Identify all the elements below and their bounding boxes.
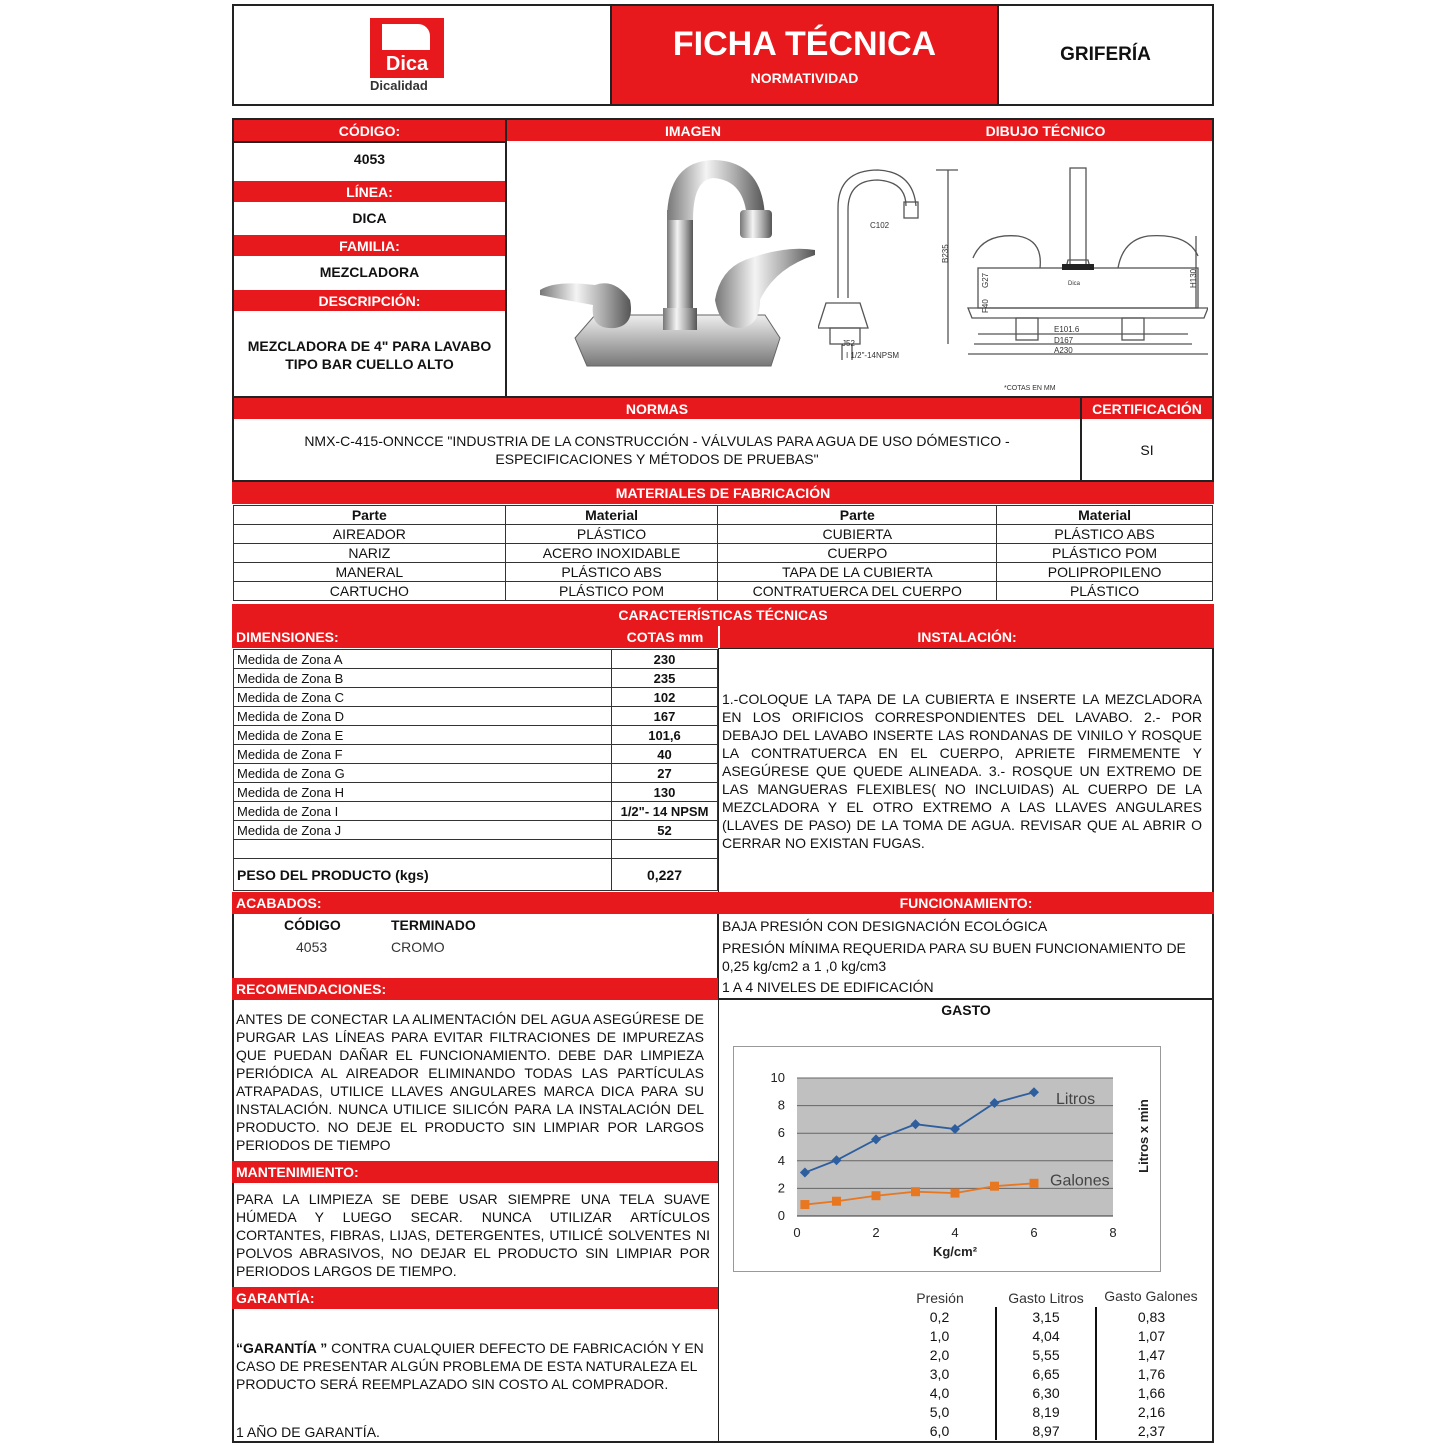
data-point [872, 1191, 881, 1200]
gasto-cell: 6,65 [996, 1364, 1096, 1383]
data-point [990, 1182, 999, 1191]
y-tick-label: 2 [777, 1180, 785, 1196]
gasto-cell: 5,0 [929, 1403, 950, 1420]
acabados-terminado: CROMO [391, 939, 445, 955]
dim-label: Medida de Zona H [234, 783, 612, 802]
garantia-body: CONTRA CUALQUIER DEFECTO DE FABRICACIÓN Y EN CASO DE PRESENTAR ALGÚN PROBLEMA DE ESTA NATURALEZA EL PRODUCTO SERÁ REEMPLAZADO SIN COSTO AL COMPRADOR. [236, 1340, 704, 1392]
gasto-cell: 8,19 [996, 1402, 1096, 1421]
logo-tagline: Dicalidad [370, 78, 428, 93]
gasto-cell: 1,07 [1137, 1327, 1166, 1344]
normas-text: NMX-C-415-ONNCCE "INDUSTRIA DE LA CONSTRUCCIÓN - VÁLVULAS PARA AGUA DE USO DÓMESTICO - ESPECIFICACIONES Y MÉTODOS DE PRUEBAS" [304, 433, 1010, 467]
table-row [884, 1307, 1206, 1326]
funcionamiento-line2: PRESIÓN MÍNIMA REQUERIDA PARA SU BUEN FUNCIONAMIENTO DE 0,25 kg/cm2 a 1 ,0 kg/cm3 [722, 940, 1186, 974]
mat-cell: CUBIERTA [718, 525, 997, 544]
dimensiones-table [233, 649, 718, 891]
drawing-label-b: B235 [941, 244, 950, 263]
drawing-brand: Dica [1068, 281, 1081, 287]
cert-value: SI [1140, 442, 1154, 458]
gasto-cell: 0,2 [929, 1308, 950, 1325]
mantenimiento-text: PARA LA LIMPIEZA SE DEBE USAR SIEMPRE UNA TELA SUAVE HÚMEDA Y LUEGO SECAR. NUNCA UTILIZAR ARTÍCULOS CORTANTES, FIBRAS, LIJAS, DETERGENTES, UTILICÉ SOLVENTES NI POLVOS ABRASIVOS, NO DEJAR EL PRODUCTO SIN LIMPIAR POR PERIODOS LARGOS DE TIEMPO. [236, 1191, 710, 1279]
mat-cell: TAPA DE LA CUBIERTA [718, 563, 997, 582]
data-point [1030, 1179, 1039, 1188]
recomendaciones-text: ANTES DE CONECTAR LA ALIMENTACIÓN DEL AGUA ASEGÚRESE DE PURGAR LAS LÍNEAS PARA EVITAR FILTRACIONES DE IMPUREZAS QUE PUEDAN DAÑAR EL FUNCIONAMIENTO. DEBE DAR LIMPIEZA PERIÓDICA AL AIREADOR ELIMINANDO TODAS LAS PARTÍCULAS ATRAPADAS, UTILICE LLAVES ANGULARES MARCA DICA PARA SU INSTALACIÓN. NUNCA UTILICE SILICÓN PARA LA INSTALACIÓN DEL PRODUCTO. NO DEJE EL PRODUCTO SIN LIMPIAR POR LARGOS PERIODOS DE TIEMPO [236, 1011, 704, 1153]
dim-label: Medida de Zona I [234, 802, 612, 821]
descripcion-label: DESCRIPCIÓN: [234, 290, 505, 311]
funcionamiento-line1: BAJA PRESIÓN CON DESIGNACIÓN ECOLÓGICA [722, 918, 1048, 934]
gasto-header: Gasto Galones [1104, 1288, 1198, 1304]
dim-value: 101,6 [612, 726, 718, 745]
normas-label: NORMAS [234, 398, 1080, 419]
instalacion-label: INSTALACIÓN: [720, 626, 1214, 648]
table-row [234, 669, 718, 688]
garantia-years: 1 AÑO DE GARANTÍA. [236, 1424, 380, 1440]
linea-label: LÍNEA: [234, 181, 505, 202]
gasto-cell: 3,0 [929, 1365, 950, 1382]
y-tick-label: 8 [777, 1097, 785, 1113]
dim-value: 27 [612, 764, 718, 783]
x-tick-label: 0 [793, 1225, 801, 1240]
gasto-cell: 2,0 [929, 1346, 950, 1363]
table-row [884, 1402, 1206, 1421]
category-label: GRIFERÍA [1060, 44, 1151, 65]
technical-drawing [818, 148, 1208, 394]
gasto-chart [733, 1046, 1161, 1272]
table-row [234, 764, 718, 783]
mat-cell: PLÁSTICO [997, 582, 1213, 601]
mat-header: Material [997, 506, 1213, 525]
mat-cell: AIREADOR [234, 525, 506, 544]
drawing-label-a: A230 [1054, 346, 1073, 355]
dim-value: 235 [612, 669, 718, 688]
mat-cell: MANERAL [234, 563, 506, 582]
garantia-text [236, 1339, 706, 1393]
familia-value: MEZCLADORA [319, 264, 420, 280]
table-row [234, 840, 718, 859]
y-tick-label: 6 [777, 1125, 785, 1141]
mat-cell: PLÁSTICO ABS [997, 525, 1213, 544]
x-tick-label: 2 [872, 1225, 880, 1240]
gasto-header: Presión [916, 1289, 964, 1306]
dimensiones-label: DIMENSIONES: [232, 626, 612, 648]
mat-cell: PLÁSTICO POM [997, 544, 1213, 563]
mat-cell: CUERPO [718, 544, 997, 563]
page-subtitle: NORMATIVIDAD [750, 69, 859, 86]
table-row [234, 726, 718, 745]
page-title: FICHA TÉCNICA [672, 24, 937, 63]
descripcion-value: MEZCLADORA DE 4" PARA LAVABO TIPO BAR CUELLO ALTO [247, 338, 492, 372]
linea-value: DICA [352, 210, 387, 226]
table-row [884, 1383, 1206, 1402]
dim-label: Medida de Zona F [234, 745, 612, 764]
x-tick-label: 8 [1109, 1225, 1117, 1240]
mat-cell: PLÁSTICO POM [505, 582, 718, 601]
drawing-label-e: E101.6 [1054, 325, 1080, 334]
gasto-cell: 1,66 [1137, 1384, 1166, 1401]
cotas-label: COTAS mm [612, 626, 718, 648]
dibujo-label: DIBUJO TÉCNICO [879, 120, 1212, 141]
dim-label: Medida de Zona E [234, 726, 612, 745]
acabados-label: ACABADOS: [232, 892, 718, 914]
mat-header: Parte [718, 506, 997, 525]
drawing-label-c: C102 [870, 221, 890, 230]
data-point [832, 1197, 841, 1206]
dim-label: Medida de Zona A [234, 650, 612, 669]
instalacion-text: 1.-COLOQUE LA TAPA DE LA CUBIERTA E INSERTE LA MEZCLADORA EN LOS ORIFICIOS CORRESPONDIENTES DEL LAVABO. 2.- POR DEBAJO DEL LAVABO INSERTE LAS RONDANAS DE VINILO Y ROSQUE LA CONTRATUERCA EN EL CUERPO, APRIETE FIRMEMENTE Y ASEGÚRESE QUE QUEDE ALINEADA. 3.- ROSQUE UN EXTREMO DE LAS MANGUERAS FLEXIBLES( NO INCLUIDAS) AL CUERPO DE LA MEZCLADORA Y EL OTRO EXTREMO A LAS LLAVES ANGULARES (LLAVES DE PASO) DE LA TOMA DE AGUA. REVISAR QUE AL ABRIR O CERRAR NO EXISTAN FUGAS. [722, 691, 1202, 851]
gasto-cell: 6,30 [996, 1383, 1096, 1402]
x-axis-label: Kg/cm² [932, 1244, 978, 1259]
peso-value: 0,227 [612, 859, 718, 891]
mat-header: Material [505, 506, 718, 525]
drawing-label-d: D167 [1054, 336, 1074, 345]
table-row [884, 1421, 1206, 1440]
mat-cell: POLIPROPILENO [997, 563, 1213, 582]
dim-label: Medida de Zona G [234, 764, 612, 783]
dim-value: 1/2"- 14 NPSM [612, 802, 718, 821]
mantenimiento-label: MANTENIMIENTO: [232, 1161, 718, 1183]
gasto-table [884, 1288, 1206, 1440]
table-row [234, 745, 718, 764]
data-point [800, 1200, 809, 1209]
gasto-cell: 4,0 [929, 1384, 950, 1401]
gasto-cell: 1,76 [1137, 1365, 1166, 1382]
dim-label: Medida de Zona B [234, 669, 612, 688]
y-tick-label: 4 [777, 1152, 785, 1168]
acabados-codigo-header: CÓDIGO [284, 917, 341, 933]
logo-brand: Dica [385, 53, 429, 75]
gasto-cell: 6,0 [929, 1422, 950, 1439]
table-row [234, 707, 718, 726]
dim-value: 40 [612, 745, 718, 764]
series-label: Galones [1050, 1172, 1110, 1190]
table-row [884, 1364, 1206, 1383]
drawing-label-h: H130 [1189, 268, 1198, 288]
title-block [612, 6, 997, 104]
mat-cell: NARIZ [234, 544, 506, 563]
drawing-label-f: F40 [981, 299, 990, 313]
table-row [234, 650, 718, 669]
dim-label: Medida de Zona J [234, 821, 612, 840]
gasto-cell: 4,04 [996, 1326, 1096, 1345]
acabados-terminado-header: TERMINADO [391, 917, 476, 933]
codigo-label: CÓDIGO: [234, 120, 505, 141]
chart-title: GASTO [941, 1002, 991, 1018]
data-point [911, 1187, 920, 1196]
dim-value: 167 [612, 707, 718, 726]
familia-label: FAMILIA: [234, 235, 505, 256]
acabados-codigo: 4053 [296, 939, 328, 955]
gasto-cell: 8,97 [996, 1421, 1096, 1440]
series-label: Litros [1056, 1091, 1096, 1109]
mat-cell: ACERO INOXIDABLE [505, 544, 718, 563]
gasto-cell: 3,15 [996, 1307, 1096, 1326]
codigo-value: 4053 [353, 151, 386, 167]
dim-value: 130 [612, 783, 718, 802]
peso-row [234, 859, 718, 891]
y-tick-label: 10 [770, 1070, 785, 1085]
drawing-label-j: J52 [842, 339, 855, 348]
garantia-label: GARANTÍA: [232, 1287, 718, 1309]
dim-value: 230 [612, 650, 718, 669]
data-point [951, 1189, 960, 1198]
table-row [884, 1345, 1206, 1364]
gasto-cell: 1,0 [929, 1327, 950, 1344]
gasto-cell: 1,47 [1137, 1346, 1166, 1363]
cert-label: CERTIFICACIÓN [1082, 398, 1212, 419]
drawing-label-g: G27 [981, 272, 990, 288]
drawing-label-i: I 1/2"-14NPSM [846, 351, 900, 360]
gasto-cell: 2,16 [1137, 1403, 1166, 1420]
table-row [884, 1326, 1206, 1345]
table-row [234, 802, 718, 821]
gasto-header: Gasto Litros [1008, 1289, 1084, 1306]
product-image [535, 150, 820, 375]
table-row [234, 821, 718, 840]
mat-header: Parte [234, 506, 506, 525]
y-axis-label: Litros x min [1136, 1099, 1151, 1173]
cotas-note: *COTAS EN MM [1004, 385, 1056, 392]
y-tick-label: 0 [777, 1208, 785, 1223]
dim-label: Medida de Zona C [234, 688, 612, 707]
materiales-label: MATERIALES DE FABRICACIÓN [232, 482, 1214, 504]
peso-label: PESO DEL PRODUCTO (kgs) [234, 859, 612, 891]
gasto-cell: 0,83 [1137, 1308, 1166, 1325]
imagen-label: IMAGEN [507, 120, 879, 141]
table-row [234, 688, 718, 707]
funcionamiento-label: FUNCIONAMIENTO: [718, 892, 1214, 914]
dim-value: 102 [612, 688, 718, 707]
mat-cell: PLÁSTICO [505, 525, 718, 544]
table-row [234, 783, 718, 802]
funcionamiento-line3: 1 A 4 NIVELES DE EDIFICACIÓN [722, 979, 934, 995]
dim-label: Medida de Zona D [234, 707, 612, 726]
dim-value: 52 [612, 821, 718, 840]
x-tick-label: 4 [951, 1225, 959, 1240]
mat-cell: CARTUCHO [234, 582, 506, 601]
mat-cell: PLÁSTICO ABS [505, 563, 718, 582]
gasto-cell: 2,37 [1137, 1422, 1166, 1439]
x-tick-label: 6 [1030, 1225, 1038, 1240]
recomendaciones-label: RECOMENDACIONES: [232, 978, 718, 1000]
caracteristicas-label: CARACTERÍSTICAS TÉCNICAS [232, 604, 1214, 626]
logo [370, 18, 454, 94]
materiales-table [233, 505, 1213, 601]
mat-cell: CONTRATUERCA DEL CUERPO [718, 582, 997, 601]
garantia-bold: “GARANTÍA ” [236, 1340, 328, 1356]
gasto-cell: 5,55 [996, 1345, 1096, 1364]
